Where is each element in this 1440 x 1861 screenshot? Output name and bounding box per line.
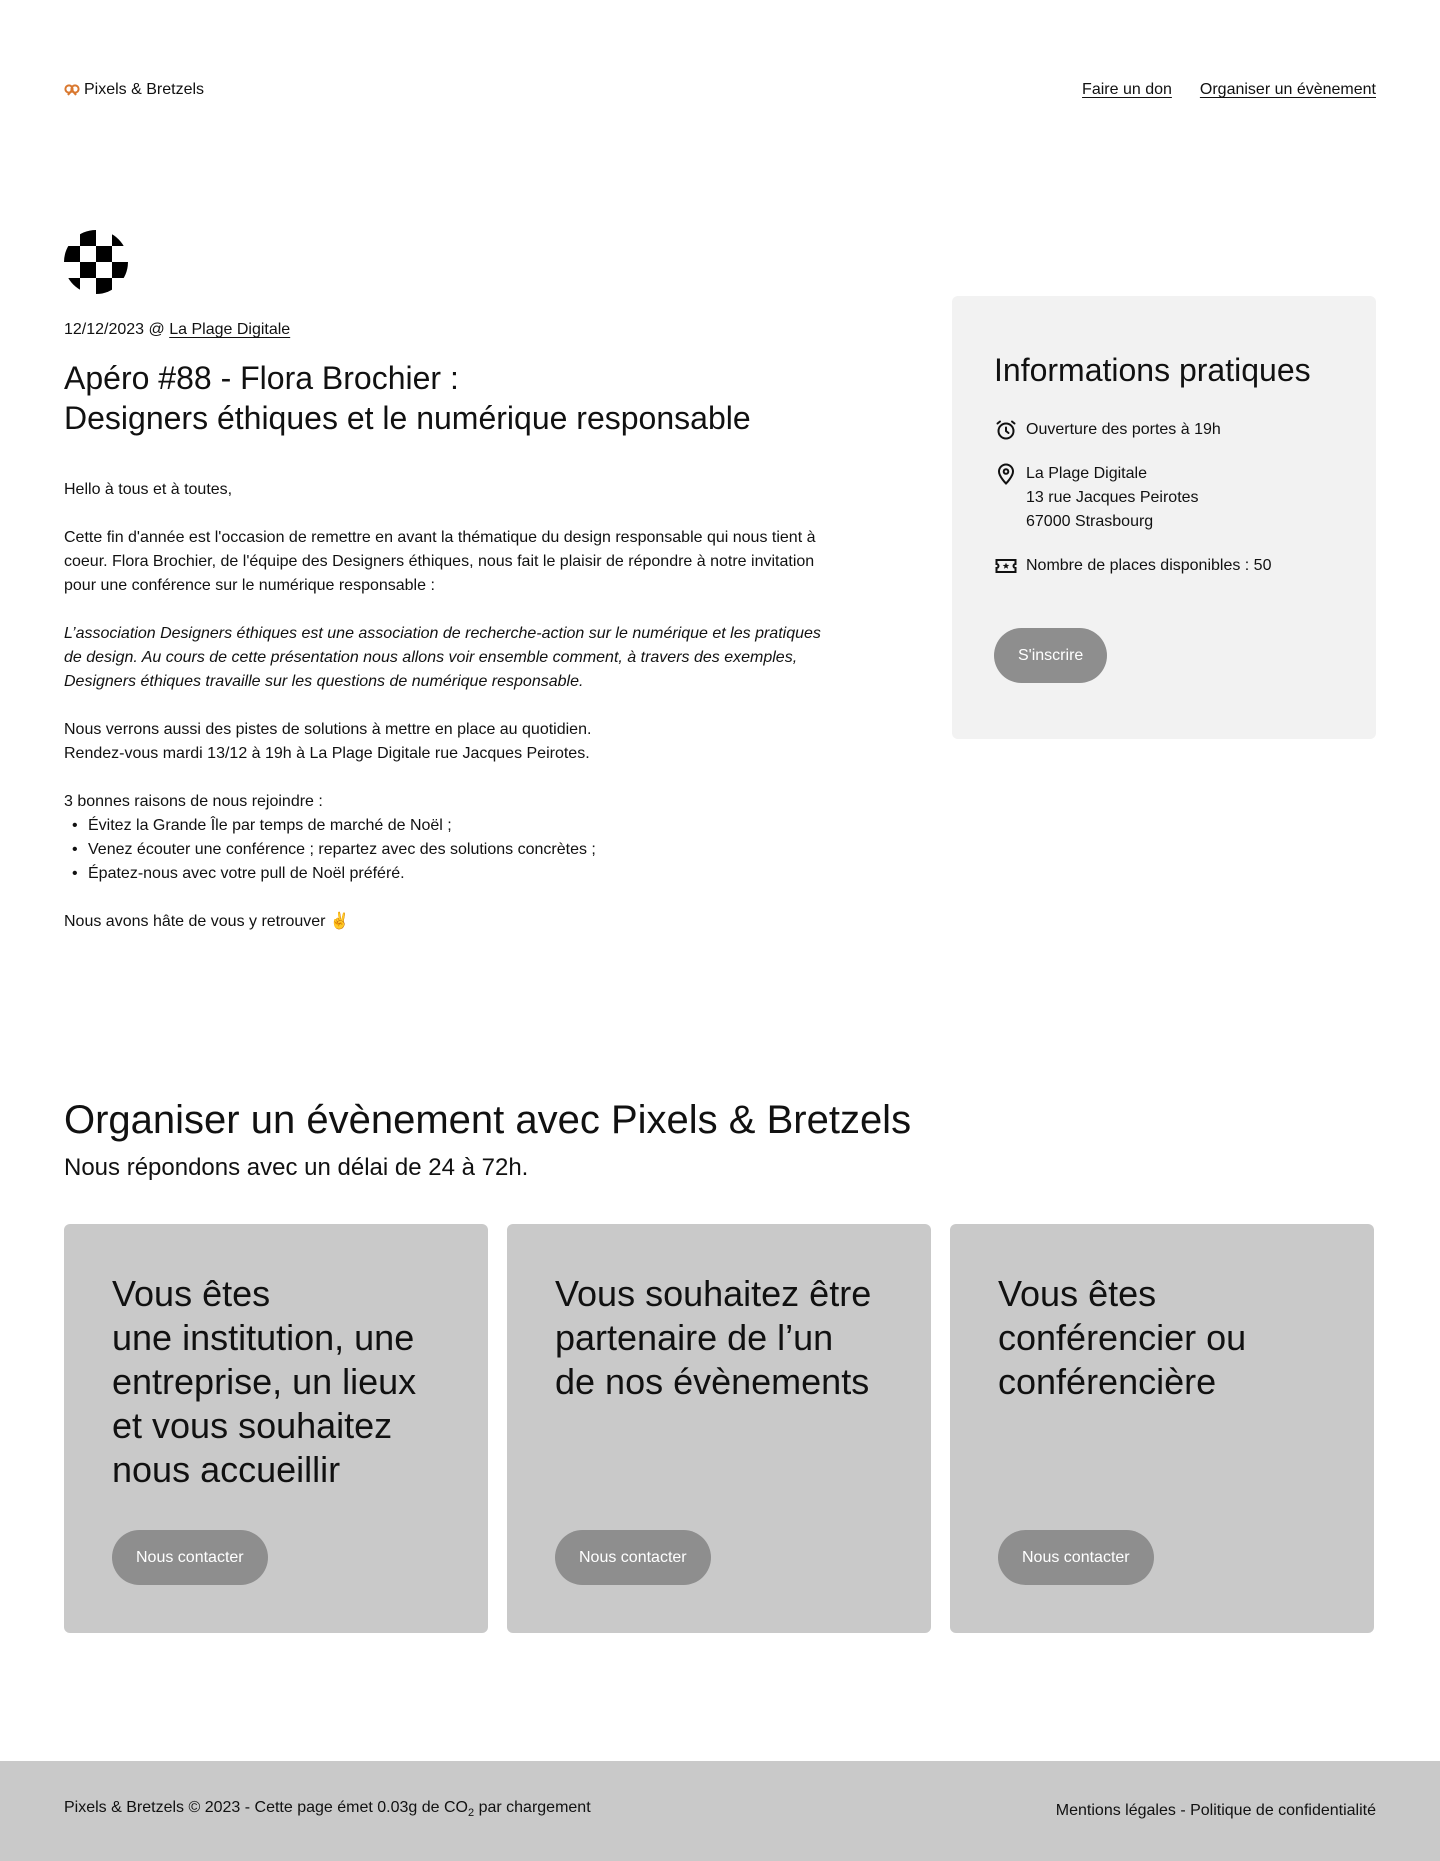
details-line2: Rendez-vous mardi 13/12 à 19h à La Plage Digitale rue Jacques Peirotes. bbox=[64, 745, 590, 762]
address-block bbox=[1026, 462, 1199, 534]
brand-name: Pixels & Bretzels bbox=[84, 81, 205, 98]
card-title: Vous souhaitez être partenaire de l’un de nos évènements bbox=[555, 1273, 872, 1402]
main-nav bbox=[1082, 78, 1376, 102]
details-paragraph bbox=[64, 718, 834, 766]
event-section bbox=[0, 178, 1440, 958]
pretzel-icon bbox=[64, 83, 80, 97]
site-footer bbox=[0, 1761, 1440, 1861]
brand-link[interactable] bbox=[64, 78, 204, 102]
footer-text-suffix: par chargement bbox=[474, 1799, 591, 1817]
legal-link[interactable]: Mentions légales bbox=[1055, 1802, 1176, 1819]
event-title-line2: Designers éthiques et le numérique responsable bbox=[64, 400, 751, 436]
organise-subtitle: Nous répondons avec un délai de 24 à 72h. bbox=[64, 1154, 529, 1181]
nav-organise-event[interactable]: Organiser un évènement bbox=[1199, 81, 1376, 98]
event-meta bbox=[64, 318, 834, 342]
ticket-icon bbox=[994, 554, 1018, 578]
reasons-intro: 3 bonnes raisons de nous rejoindre : bbox=[64, 793, 323, 810]
card-speaker bbox=[950, 1224, 1374, 1633]
quote-paragraph: L’association Designers éthiques est une association de recherche-action sur le numérique et les pratiques de design. Au cours de cette présentation nous allons voir ensemble comment, à travers des exemples, Designers éthiques travaille sur les questions de numérique responsable. bbox=[64, 625, 821, 690]
event-description bbox=[64, 478, 834, 934]
venue-link[interactable]: La Plage Digitale bbox=[169, 321, 291, 338]
details-line1: Nous verrons aussi des pistes de solutions à mettre en place au quotidien. bbox=[64, 721, 592, 738]
event-title bbox=[64, 358, 834, 438]
list-item: • Épatez-nous avec votre pull de Noël préféré. bbox=[64, 862, 834, 886]
footer-copyright bbox=[64, 1796, 591, 1825]
seats-text: Nombre de places disponibles : 50 bbox=[1026, 557, 1272, 574]
info-address bbox=[994, 462, 1334, 534]
greeting: Hello à tous et à toutes, bbox=[64, 481, 233, 498]
contact-button[interactable]: Nous contacter bbox=[112, 1530, 268, 1585]
contact-button[interactable]: Nous contacter bbox=[555, 1530, 711, 1585]
intro-paragraph: Cette fin d'année est l'occasion de remettre en avant la thématique du design responsable qui nous tient à coeur. Flora Brochier, de l'équipe des Designers éthiques, nous fait le plaisir de répondre à notre invitation pour une conférence sur le numérique responsable : bbox=[64, 529, 816, 594]
card-partner bbox=[507, 1224, 931, 1633]
address-street: 13 rue Jacques Peirotes bbox=[1026, 489, 1199, 506]
organise-title: Organiser un évènement avec Pixels & Bretzels bbox=[64, 1098, 912, 1142]
organise-section bbox=[0, 1096, 1440, 1633]
checkered-logo-icon bbox=[64, 230, 128, 294]
contact-button[interactable]: Nous contacter bbox=[998, 1530, 1154, 1585]
event-date: 12/12/2023 @ bbox=[64, 321, 170, 338]
info-doors bbox=[994, 418, 1334, 442]
info-title: Informations pratiques bbox=[994, 352, 1311, 388]
doors-text: Ouverture des portes à 19h bbox=[1026, 421, 1221, 438]
contact-cards bbox=[64, 1224, 1376, 1633]
closing-line: Nous avons hâte de vous y retrouver ✌️ bbox=[64, 913, 350, 930]
alarm-clock-icon bbox=[994, 418, 1018, 442]
event-title-line1: Apéro #88 - Flora Brochier : bbox=[64, 360, 459, 396]
privacy-link[interactable]: Politique de confidentialité bbox=[1190, 1802, 1376, 1819]
practical-info-panel bbox=[952, 296, 1376, 739]
footer-text: Pixels & Bretzels © 2023 - Cette page émet 0.03g de CO bbox=[64, 1799, 468, 1817]
co2-subscript: 2 bbox=[468, 1807, 475, 1820]
card-title: Vous êtes une institution, une entreprise, un lieux et vous souhaitez nous accueillir bbox=[112, 1273, 417, 1490]
list-item: • Venez écouter une conférence ; repartez avec des solutions concrètes ; bbox=[64, 838, 834, 862]
register-button[interactable]: S'inscrire bbox=[994, 628, 1107, 683]
footer-separator: - bbox=[1175, 1802, 1191, 1819]
card-host bbox=[64, 1224, 488, 1633]
address-venue: La Plage Digitale bbox=[1026, 465, 1147, 482]
card-title: Vous êtes conférencier ou conférencière bbox=[998, 1273, 1247, 1402]
info-seats bbox=[994, 554, 1334, 578]
footer-links bbox=[1056, 1799, 1376, 1823]
list-item: • Évitez la Grande Île par temps de marché de Noël ; bbox=[64, 814, 834, 838]
nav-donate[interactable]: Faire un don bbox=[1082, 81, 1172, 98]
site-header bbox=[0, 0, 1440, 178]
location-pin-icon bbox=[994, 462, 1018, 486]
address-city: 67000 Strasbourg bbox=[1026, 513, 1154, 530]
event-main bbox=[64, 178, 834, 958]
reasons-list bbox=[64, 814, 834, 886]
